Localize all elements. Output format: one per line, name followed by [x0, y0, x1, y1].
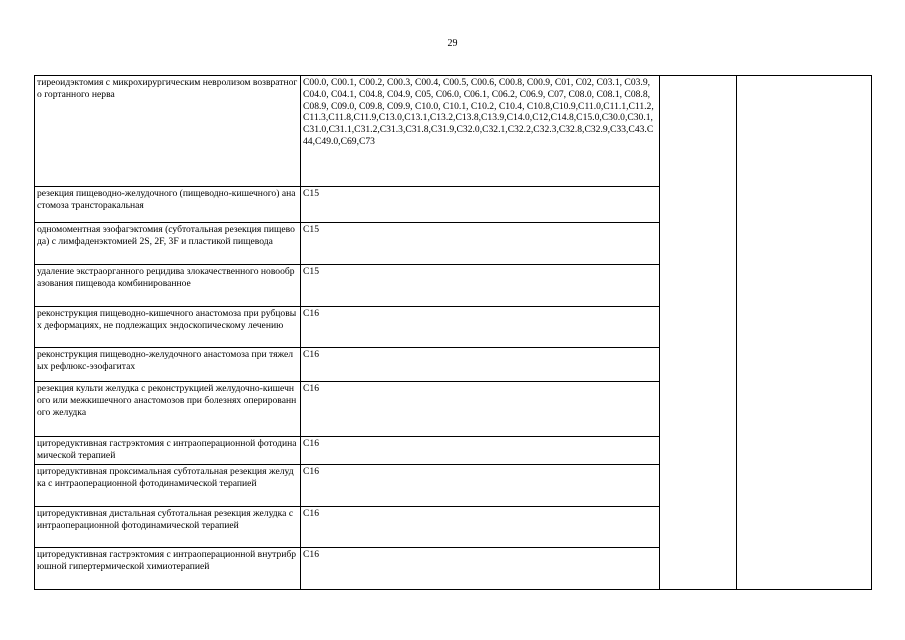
icd-codes-cell: C16: [301, 348, 660, 382]
procedure-cell: циторедуктивная проксимальная субтотальная резекция желудка с интраоперационной фотодинамической терапией: [35, 465, 301, 507]
procedure-cell: резекция культи желудка с реконструкцией желудочно-кишечного или межкишечного анастомозов при болезнях оперированного желудка: [35, 382, 301, 437]
icd-codes-cell: C15: [301, 187, 660, 223]
icd-codes-cell: C16: [301, 507, 660, 548]
procedure-cell: циторедуктивная гастрэктомия с интраоперационной внутрибрюшной гипертермической химиотерапией: [35, 548, 301, 590]
icd-codes-cell: C16: [301, 465, 660, 507]
procedure-cell: реконструкция пищеводно-кишечного анастомоза при рубцовых деформациях, не подлежащих эндоскопическому лечению: [35, 307, 301, 348]
procedure-cell: тиреоидэктомия с микрохирургическим невролизом возвратного гортанного нерва: [35, 76, 301, 187]
procedure-cell: реконструкция пищеводно-желудочного анастомоза при тяжелых рефлюкс-эзофагитах: [35, 348, 301, 382]
icd-codes-cell: C00.0, C00.1, C00.2, C00.3, C00.4, C00.5, C00.6, C00.8, C00.9, C01, C02, C03.1, C03.9, C04.0, C04.1, C04.8, C04.9, C05, C06.0, C06.1, C06.2, C06.9, C07, C08.0, C08.1, C08.8, C08.9, C09.0, C09.8, C09.9, C10.0, C10.1, C10.2, C10.4, C10.8,C10.9,C11.0,C11.1,C11.2,C11.3,C11.8,C11.9,C13.0,C13.1,C13.2,C13.8,C13.9,C14.0,C12,C14.8,C15.0,C30.0,C30.1,C31.0,C31.1,C31.2,C31.3,C31.8,C31.9,C32.0,C32.1,C32.2,C32.3,C32.8,C32.9,C33,C43.C44,C49.0,C69,C73: [301, 76, 660, 187]
icd-codes-cell: C16: [301, 382, 660, 437]
table-row: [35, 76, 872, 187]
empty-cell: [660, 76, 737, 590]
procedure-cell: удаление экстраорганного рецидива злокачественного новообразования пищевода комбинированное: [35, 265, 301, 307]
icd-codes-cell: C16: [301, 548, 660, 590]
procedure-cell: одномоментная эзофагэктомия (субтотальная резекция пищевода) с лимфаденэктомией 2S, 2F, 3F и пластикой пищевода: [35, 223, 301, 265]
empty-cell: [737, 76, 872, 590]
icd-codes-cell: C16: [301, 307, 660, 348]
procedure-cell: резекция пищеводно-желудочного (пищеводно-кишечного) анастомоза трансторакальная: [35, 187, 301, 223]
icd-codes-cell: C15: [301, 265, 660, 307]
procedures-table: [34, 75, 872, 590]
page-number: 29: [447, 38, 458, 49]
procedure-cell: циторедуктивная дистальная субтотальная резекция желудка с интраоперационной фотодинамической терапией: [35, 507, 301, 548]
icd-codes-cell: C16: [301, 437, 660, 465]
icd-codes-cell: C15: [301, 223, 660, 265]
procedure-cell: циторедуктивная гастрэктомия с интраоперационной фотодинамической терапией: [35, 437, 301, 465]
